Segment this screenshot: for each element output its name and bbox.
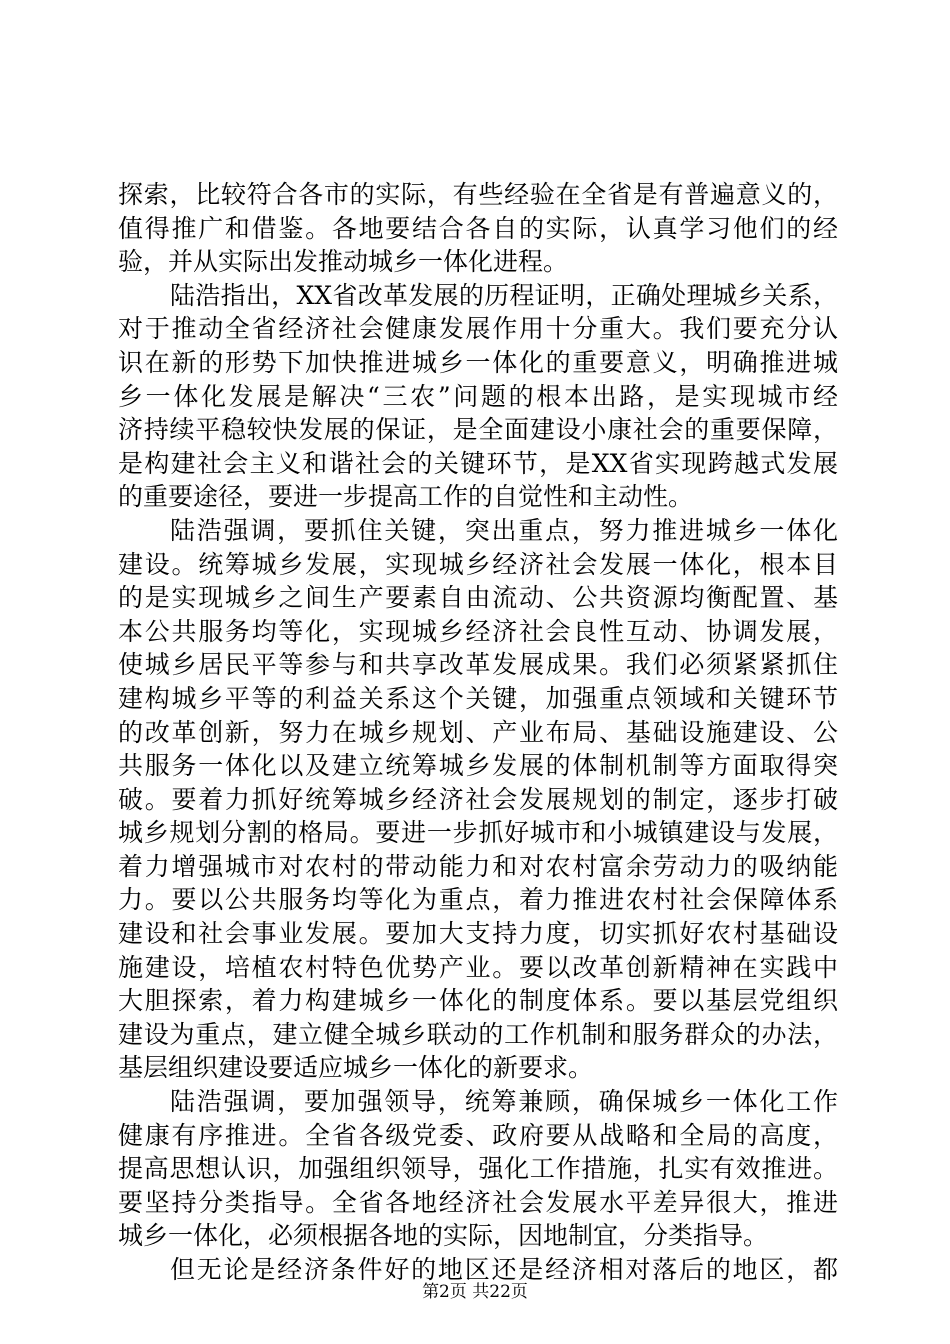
page-number-footer: 第2页 共22页 (422, 1282, 528, 1302)
text-line: 建构城乡平等的利益关系这个关键，加强重点领域和关键环节 (118, 683, 838, 713)
text-line: 本公共服务均等化，实现城乡经济社会良性互动、协调发展， (118, 616, 838, 646)
text-line: 的重要途径，要进一步提高工作的自觉性和主动性。 (118, 482, 694, 512)
text-line: 的是实现城乡之间生产要素自由流动、公共资源均衡配置、基 (118, 583, 838, 613)
text-line: 建设和社会事业发展。要加大支持力度，切实抓好农村基础设 (118, 919, 838, 949)
text-line: 共服务一体化以及建立统筹城乡发展的体制机制等方面取得突 (118, 751, 838, 781)
text-line: 验，并从实际出发推动城乡一体化进程。 (118, 247, 569, 277)
text-line: 要坚持分类指导。全省各地经济社会发展水平差异很大，推进 (118, 1187, 838, 1217)
paragraph-start-line: 陆浩强调，要加强领导，统筹兼顾，确保城乡一体化工作 (170, 1087, 838, 1117)
text-line: 提高思想认识，加强组织领导，强化工作措施，扎实有效推进。 (118, 1154, 838, 1184)
paragraph-start-line: 陆浩指出，XX省改革发展的历程证明，正确处理城乡关系， (170, 280, 838, 310)
text-line: 使城乡居民平等参与和共享改革发展成果。我们必须紧紧抓住 (118, 650, 838, 680)
text-line: 济持续平稳较快发展的保证，是全面建设小康社会的重要保障， (118, 415, 838, 445)
text-line: 建设为重点，建立健全城乡联动的工作机制和服务群众的办法， (118, 1019, 838, 1049)
text-line: 施建设，培植农村特色优势产业。要以改革创新精神在实践中 (118, 952, 838, 982)
text-line: 大胆探索，着力构建城乡一体化的制度体系。要以基层党组织 (118, 986, 838, 1016)
text-line: 着力增强城市对农村的带动能力和对农村富余劳动力的吸纳能 (118, 851, 838, 881)
text-line: 识在新的形势下加快推进城乡一体化的重要意义，明确推进城 (118, 347, 838, 377)
paragraph-start-line: 陆浩强调，要抓住关键，突出重点，努力推进城乡一体化 (170, 515, 838, 545)
text-line: 健康有序推进。全省各级党委、政府要从战略和全局的高度， (118, 1120, 838, 1150)
text-line: 探索，比较符合各市的实际，有些经验在全省是有普遍意义的， (118, 180, 838, 209)
text-line: 破。要着力抓好统筹城乡经济社会发展规划的制定，逐步打破 (118, 784, 838, 814)
text-line: 对于推动全省经济社会健康发展作用十分重大。我们要充分认 (118, 314, 838, 344)
text-line: 基层组织建设要适应城乡一体化的新要求。 (118, 1053, 594, 1083)
text-line: 乡一体化发展是解决“三农”问题的根本出路，是实现城市经 (118, 381, 838, 411)
text-line: 城乡一体化，必须根据各地的实际，因地制宜，分类指导。 (118, 1221, 769, 1251)
text-line: 值得推广和借鉴。各地要结合各自的实际，认真学习他们的经 (118, 213, 838, 243)
paragraph-start-line: 但无论是经济条件好的地区还是经济相对落后的地区，都 (170, 1255, 838, 1284)
text-line: 是构建社会主义和谐社会的关键环节，是XX省实现跨越式发展 (118, 448, 838, 478)
document-body (118, 178, 838, 1287)
text-line: 力。要以公共服务均等化为重点，着力推进农村社会保障体系 (118, 885, 838, 915)
text-line: 城乡规划分割的格局。要进一步抓好城市和小城镇建设与发展， (118, 818, 838, 848)
text-line: 建设。统筹城乡发展，实现城乡经济社会发展一体化，根本目 (118, 549, 838, 579)
text-line: 的改革创新，努力在城乡规划、产业布局、基础设施建设、公 (118, 717, 838, 747)
